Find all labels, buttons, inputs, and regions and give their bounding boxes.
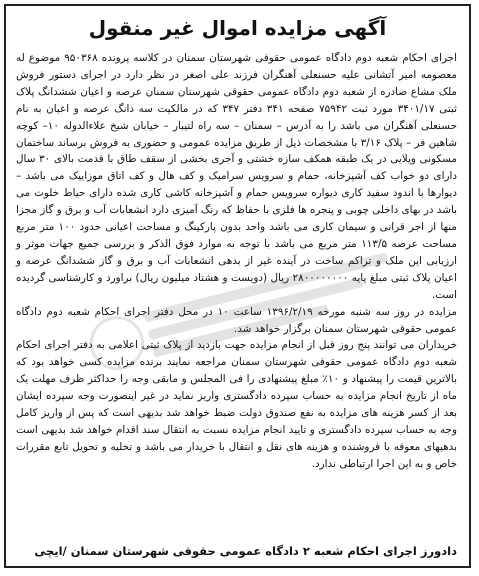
auction-notice	[4, 4, 471, 568]
notice-signature: دادورز اجرای احکام شعبه ۲ دادگاه عمومی حقوقی شهرستان سمنان /ایچی	[34, 544, 457, 558]
notice-paragraph-buyer-terms: خریداران می توانند پنج روز قبل از انجام مزایده جهت بازدید از پلاک ثبتی اعلامی به دفتر اجرای احکام شعبه دوم دادگاه عمومی حقوقی شهرستان سمنان مراجعه نمایند برنده مزایده کسی خواهد بود که بالاترین قیمت را پیشنهاد و ۱۰٪ مبلغ پیشنهادی را فی المجلس و مابقی وجه را حداکثر ظرف مهلت یک ماه از تاریخ انجام مزایده به حساب سپرده دادگستری واریز نماید در غیر اینصورت وجه سپرده ایشان بعد از کسر هزینه های مزایده به نفع صندوق دولت ضبط خواهد شد بدیهی است که پس از واریز کامل وجه به حساب سپرده دادگستری و تایید انجام مزایده نسبت به انتقال سند اقدام خواهد شد بدیهی است بدهیهای معوقه با فروشنده و هزینه های نقل و انتقال با خریدار می باشد و تخلیه و تحویل تابع مقررات خاص و به این اجرا ارتباطی ندارد.	[16, 339, 457, 470]
notice-paragraph-property: اجرای احکام شعبه دوم دادگاه عمومی حقوقی شهرستان سمنان در کلاسه پرونده ۹۵۰۳۶۸ موضوع له معصومه امیر آتشانی علیه حسنعلی آهنگران فرزند علی اصغر در نظر دارد در اجرای دستور فروش ملک مشاع صادره از شعبه دوم دادگاه عمومی حقوقی شهرستان سمنان عرصه و اعیان ششدانگ پلاک ثبتی ۳۴۰۱/۱۷ مورد ثبت ۷۵۹۴۲ صفحه ۳۴۱ دفتر ۳۴۷ که در مالکیت سه دانگ عرصه و اعیان به نام حسنعلی آهنگران می باشد را به آدرس – سمنان – سه راه لتیبار – خیابان شیخ علاءالدوله ۱۰– کوچه شاهین فر – پلاک ۳/۱۶ با مشخصات ذیل از طریق مزایده عمومی و حضوری به فروش برساند ساختمان مسکونی ویلایی در یک طبقه همکف سازه خشتی و آجری بخشی از سقف طاق با قدمت بالای ۳۰ سال دارای دو خواب کف آشپزخانه، حمام و سرویس سرامیک و کف هال و کف اتاق موزاییک می باشد – دیوارها با اندود سفید کاری دیواره سرویس حمام و آشپزخانه کاشی کاری شده دارای حیاط خلوت می باشد در بهای داخلی چوبی و پنجره ها فلزی با حفاظ که رنگ آمیزی دارد انشعابات آب و برق و گاز مجزا منها از اجر قرانی و سیمان کاری می باشد واحد بدون پارکینگ و مساحت اعیانی حدود ۱۰۰ متر مربع مساحت عرصه ۱۱۳/۵ متر مربع می باشد با توجه به موارد فوق الذکر و بررسی جمیع جهات موثر و ارزیابی این ملک و تراکم ساخت در آینده غیر از بدهی انشعابات آب و برق و گاز ششدانگ عرصه و اعیان پلاک ثبتی مبلغ پایه ۲۸۰۰۰۰۰۰۰۰ ریال (دویست و هشتاد میلیون ریال) براورد و کارشناسی گردیده است.	[16, 52, 458, 301]
notice-body	[6, 50, 469, 473]
notice-title: آگهی مزایده اموال غیر منقول	[88, 16, 387, 40]
notice-paragraph-auction-date: مزایده در روز سه شنبه مورخه ۱۳۹۶/۲/۱۹ ساعت ۱۰ در محل دفتر اجرای احکام شعبه دوم دادگاه عمومی حقوقی شهرستان سمنان برگزار خواهد شد.	[16, 305, 457, 335]
